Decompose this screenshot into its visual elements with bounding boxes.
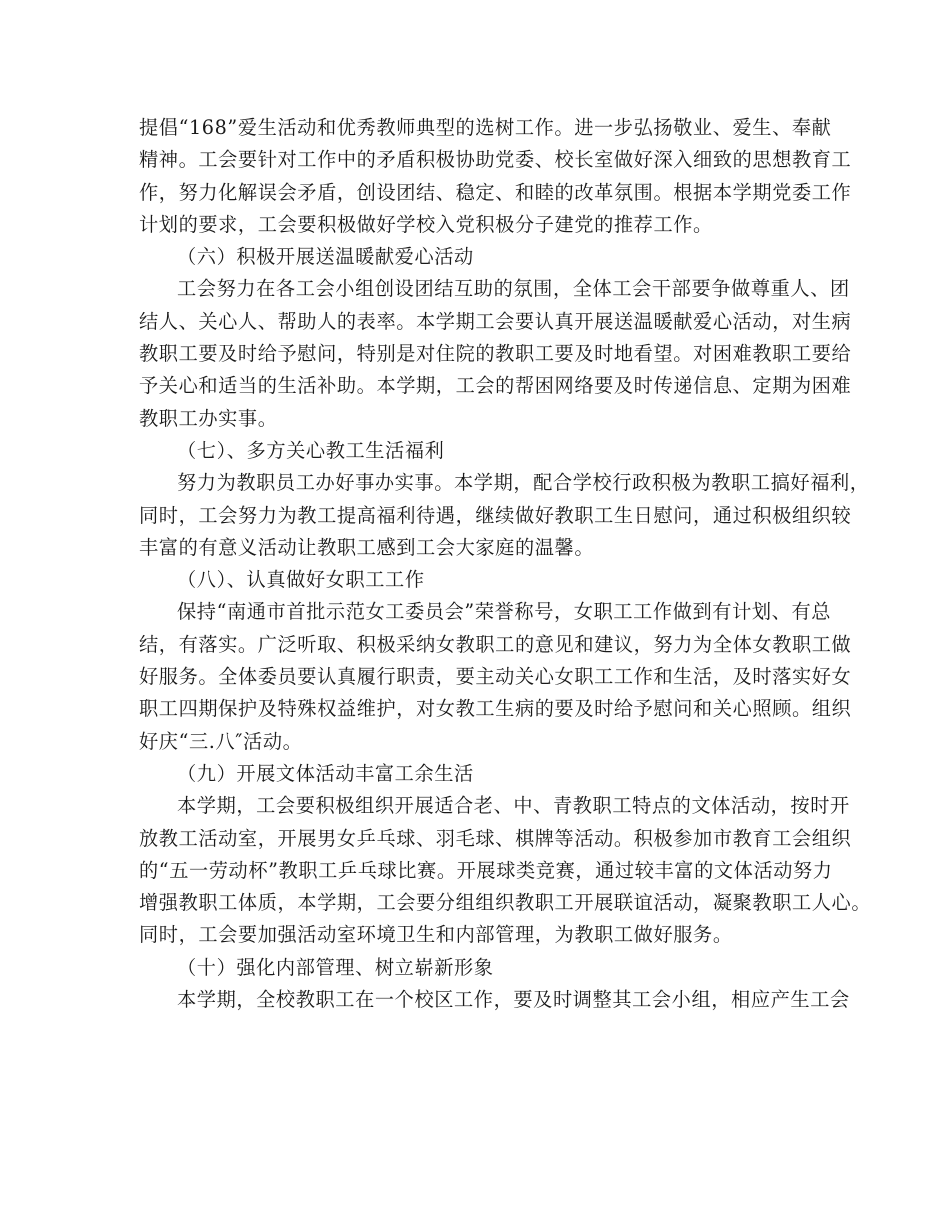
text-line: 努力为教职员工办好事办实事。本学期，配合学校行政积极为教职工搞好福利， <box>177 471 870 495</box>
text-line: 同时，工会要加强活动室环境卫生和内部管理，为教职工做好服务。 <box>139 923 733 947</box>
text-line: 本学期，全校教职工在一个校区工作，要及时调整其工会小组，相应产生工会 <box>177 988 850 1012</box>
text-line: 本学期，工会要积极组织开展适合老、中、青教职工特点的文体活动，按时开 <box>177 794 850 818</box>
text-line: （八）、认真做好女职工工作 <box>177 568 425 592</box>
text-line: 予关心和适当的生活补助。本学期，工会的帮困网络要及时传递信息、定期为困难 <box>139 374 852 398</box>
text-line: 计划的要求，工会要积极做好学校入党积极分子建党的推荐工作。 <box>139 212 713 236</box>
text-line: 职工四期保护及特殊权益维护，对女教工生病的要及时给予慰问和关心照顾。组织 <box>139 697 852 721</box>
document-body <box>139 112 872 1016</box>
text-line: 结，有落实。广泛听取、积极采纳女教职工的意见和建议，努力为全体女教职工做 <box>139 632 852 656</box>
text-line: 工会努力在各工会小组创设团结互助的氛围，全体工会干部要争做尊重人、团 <box>177 277 850 301</box>
text-line: 结人、关心人、帮助人的表率。本学期工会要认真开展送温暖献爱心活动，对生病 <box>139 309 852 333</box>
text-line: （七）、多方关心教工生活福利 <box>177 438 445 462</box>
text-line: 作，努力化解误会矛盾，创设团结、稳定、和睦的改革氛围。根据本学期党委工作 <box>139 180 852 204</box>
text-line: 好庆“三.八″活动。 <box>139 729 303 753</box>
text-line: 教职工要及时给予慰问，特别是对住院的教职工要及时地看望。对困难教职工要给 <box>139 342 852 366</box>
text-line: （六）积极开展送温暖献爱心活动 <box>177 245 474 269</box>
text-line: 教职工办实事。 <box>139 406 278 430</box>
text-line: 增强教职工体质，本学期，工会要分组组织教职工开展联谊活动，凝聚教职工人心。 <box>139 891 872 915</box>
text-line: 保持“南通市首批示范女工委员会”荣誉称号，女职工工作做到有计划、有总 <box>177 600 832 624</box>
text-line: （九）开展文体活动丰富工余生活 <box>177 761 474 785</box>
text-line: 同时，工会努力为教工提高福利待遇，继续做好教职工生日慰问，通过积极组织较 <box>139 503 852 527</box>
text-line: 提倡“168”爱生活动和优秀教师典型的选树工作。进一步弘扬敬业、爱生、奉献 <box>139 116 832 139</box>
text-line: （十）强化内部管理、树立崭新形象 <box>177 955 494 979</box>
text-line: 好服务。全体委员要认真履行职责，要主动关心女职工工作和生活，及时落实好女 <box>139 665 852 689</box>
text-line: 的“五一劳动杯”教职工乒乓球比赛。开展球类竞赛，通过较丰富的文体活动努力 <box>139 858 833 882</box>
text-line: 放教工活动室，开展男女乒乓球、羽毛球、棋牌等活动。积极参加市教育工会组织 <box>139 826 852 850</box>
text-line: 精神。工会要针对工作中的矛盾积极协助党委、校长室做好深入细致的思想教育工 <box>139 148 852 172</box>
text-line: 丰富的有意义活动让教职工感到工会大家庭的温馨。 <box>139 535 595 559</box>
